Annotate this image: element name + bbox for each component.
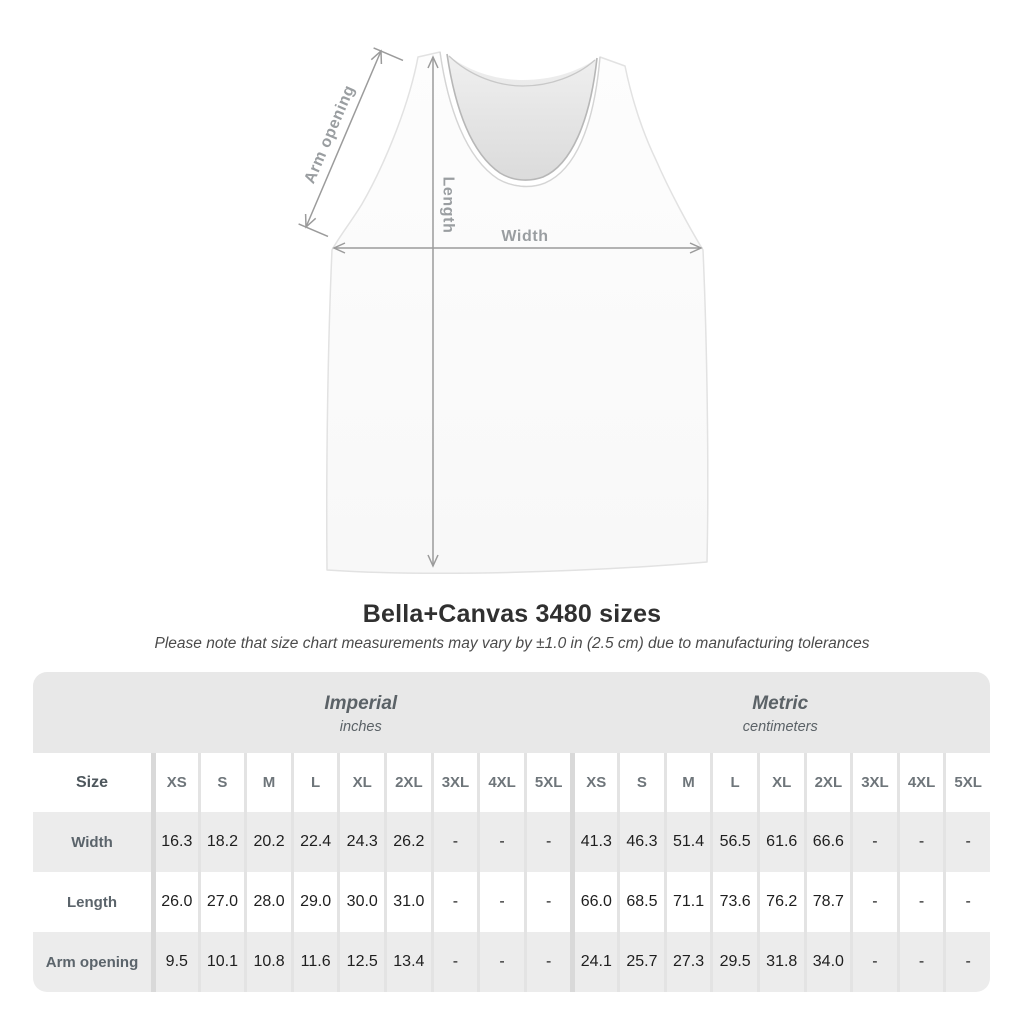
row-label-width	[33, 812, 151, 872]
arm-opening-label: Arm opening	[301, 82, 359, 187]
imperial-unit-label: inches	[339, 718, 382, 735]
length-metric-5xl-text: -	[965, 893, 971, 910]
size-header-row	[33, 753, 990, 812]
size-col-metric-s	[617, 753, 664, 812]
arm-opening-imperial-2xl	[384, 932, 431, 992]
size-col-imperial-xl	[337, 753, 384, 812]
size-col-metric-m	[664, 753, 711, 812]
width-imperial-m	[244, 812, 291, 872]
size-col-metric-s-text: S	[636, 774, 647, 791]
metric-label: Metric	[752, 692, 809, 714]
arm-opening-metric-2xl-text: 34.0	[812, 953, 844, 970]
length-metric-5xl	[943, 872, 990, 932]
arm-opening-metric-5xl	[943, 932, 990, 992]
length-metric-2xl	[804, 872, 851, 932]
length-imperial-s	[198, 872, 245, 932]
length-metric-xl-text: 76.2	[766, 893, 798, 910]
arm-opening-metric-m	[664, 932, 711, 992]
arm-opening-imperial-3xl-text: -	[452, 953, 459, 970]
width-imperial-3xl-text: -	[452, 833, 459, 850]
arm-opening-imperial-m-text: 10.8	[253, 953, 285, 970]
width-metric-m	[664, 812, 711, 872]
size-col-metric-xs	[570, 753, 617, 812]
width-imperial-2xl-text: 26.2	[393, 833, 425, 850]
metric-unit-label: centimeters	[742, 718, 818, 735]
length-imperial-2xl-text: 31.0	[393, 893, 425, 910]
length-imperial-s-text: 27.0	[206, 893, 238, 910]
band-spacer	[33, 672, 151, 753]
arm-opening-metric-2xl	[804, 932, 851, 992]
table-row-arm-opening	[33, 932, 990, 992]
size-col-imperial-m-text: M	[262, 774, 276, 791]
size-col-metric-4xl-text: 4XL	[907, 774, 936, 791]
size-col-metric-2xl-text: 2XL	[814, 774, 843, 791]
row-label-length-text: Length	[67, 893, 117, 911]
arm-opening-imperial-4xl	[477, 932, 524, 992]
width-metric-s	[617, 812, 664, 872]
length-metric-4xl-text: -	[918, 893, 925, 910]
length-imperial-m-text: 28.0	[253, 893, 285, 910]
size-col-imperial-l	[291, 753, 338, 812]
size-col-metric-4xl	[897, 753, 944, 812]
arm-opening-imperial-l	[291, 932, 338, 992]
size-col-imperial-s-text: S	[217, 774, 228, 791]
width-metric-l	[710, 812, 757, 872]
size-col-metric-3xl-text: 3XL	[861, 774, 889, 791]
arm-opening-imperial-2xl-text: 13.4	[393, 953, 425, 970]
arm-opening-imperial-5xl	[524, 932, 571, 992]
width-metric-2xl-text: 66.6	[812, 833, 844, 850]
size-col-metric-l	[710, 753, 757, 812]
size-column-header-text: Size	[75, 773, 108, 791]
length-imperial-3xl	[431, 872, 478, 932]
arm-opening-metric-m-text: 27.3	[672, 953, 705, 970]
size-col-metric-5xl	[943, 753, 990, 812]
arm-opening-metric-4xl	[897, 932, 944, 992]
arm-opening-metric-xs-text: 24.1	[580, 953, 612, 970]
length-imperial-l-text: 29.0	[300, 893, 332, 910]
length-metric-l	[710, 872, 757, 932]
arm-opening-imperial-l-text: 11.6	[300, 953, 331, 970]
row-label-length	[33, 872, 151, 932]
length-metric-s	[617, 872, 664, 932]
width-imperial-s	[198, 812, 245, 872]
arm-opening-imperial-xs-text: 9.5	[165, 953, 188, 970]
size-col-imperial-xs	[151, 753, 198, 812]
arm-opening-imperial-s-text: 10.1	[206, 953, 238, 970]
arm-opening-metric-s-text: 25.7	[626, 953, 658, 970]
length-imperial-5xl-text: -	[546, 893, 552, 910]
width-metric-s-text: 46.3	[626, 833, 658, 850]
size-col-imperial-l-text: L	[311, 774, 321, 791]
arm-opening-metric-xs	[570, 932, 617, 992]
size-col-imperial-2xl	[384, 753, 431, 812]
row-label-width-text: Width	[71, 833, 113, 851]
width-metric-xl-text: 61.6	[766, 833, 798, 850]
size-col-imperial-xs-text: XS	[166, 774, 187, 791]
size-col-imperial-2xl-text: 2XL	[395, 774, 423, 791]
size-col-imperial-5xl	[524, 753, 571, 812]
size-col-metric-l-text: L	[730, 774, 740, 791]
length-metric-xs-text: 66.0	[580, 893, 612, 910]
width-metric-4xl-text: -	[918, 833, 925, 850]
width-imperial-3xl	[431, 812, 478, 872]
size-col-metric-3xl	[850, 753, 897, 812]
width-metric-5xl-text: -	[965, 833, 971, 850]
arm-opening-imperial-xs	[151, 932, 198, 992]
arm-opening-imperial-5xl-text: -	[546, 953, 552, 970]
unit-header-band	[33, 672, 990, 753]
length-metric-m	[664, 872, 711, 932]
size-col-imperial-4xl	[477, 753, 524, 812]
arm-opening-metric-xl	[757, 932, 804, 992]
size-col-metric-xl	[757, 753, 804, 812]
length-metric-m-text: 71.1	[672, 893, 705, 910]
arm-opening-metric-l-text: 29.5	[719, 953, 751, 970]
width-imperial-4xl	[477, 812, 524, 872]
length-metric-3xl-text: -	[872, 893, 878, 910]
size-col-imperial-4xl-text: 4XL	[488, 774, 516, 791]
width-imperial-4xl-text: -	[499, 833, 505, 850]
length-label: Length	[439, 176, 457, 234]
width-imperial-5xl-text: -	[546, 833, 552, 850]
width-metric-3xl	[850, 812, 897, 872]
size-col-imperial-xl-text: XL	[352, 774, 372, 791]
width-imperial-2xl	[384, 812, 431, 872]
metric-header	[571, 672, 991, 753]
width-imperial-l-text: 22.4	[300, 833, 332, 850]
arm-opening-metric-l	[710, 932, 757, 992]
width-metric-xs	[570, 812, 617, 872]
size-chart-table	[33, 672, 990, 992]
width-imperial-l	[291, 812, 338, 872]
tolerance-note: Please note that size chart measurements may vary by ±1.0 in (2.5 cm) due to manufacturing tolerances	[154, 635, 870, 652]
length-imperial-xl-text: 30.0	[346, 893, 378, 910]
size-column-header	[33, 753, 151, 812]
length-imperial-xs	[151, 872, 198, 932]
width-metric-3xl-text: -	[872, 833, 878, 850]
length-metric-xl	[757, 872, 804, 932]
arm-opening-metric-3xl-text: -	[872, 953, 878, 970]
width-imperial-xl-text: 24.3	[346, 833, 378, 850]
width-metric-xl	[757, 812, 804, 872]
size-col-metric-2xl	[804, 753, 851, 812]
width-metric-4xl	[897, 812, 944, 872]
length-metric-s-text: 68.5	[626, 893, 658, 910]
size-col-metric-m-text: M	[682, 774, 695, 791]
length-metric-l-text: 73.6	[719, 893, 751, 910]
arm-opening-metric-4xl-text: -	[918, 953, 925, 970]
size-col-metric-xs-text: XS	[586, 774, 607, 791]
length-imperial-3xl-text: -	[452, 893, 459, 910]
width-imperial-xl	[337, 812, 384, 872]
arm-opening-imperial-xl-text: 12.5	[346, 953, 378, 970]
length-metric-3xl	[850, 872, 897, 932]
size-col-imperial-5xl-text: 5XL	[534, 774, 563, 791]
length-imperial-xs-text: 26.0	[161, 893, 193, 910]
length-imperial-l	[291, 872, 338, 932]
arm-opening-imperial-xl	[337, 932, 384, 992]
length-imperial-4xl-text: -	[499, 893, 505, 910]
imperial-label: Imperial	[324, 692, 398, 714]
arm-opening-tick-bottom	[299, 224, 328, 237]
table-row-length	[33, 872, 990, 932]
length-metric-4xl	[897, 872, 944, 932]
row-label-arm-opening-text: Arm opening	[45, 953, 139, 971]
arm-opening-imperial-3xl	[431, 932, 478, 992]
width-imperial-m-text: 20.2	[253, 833, 285, 850]
size-col-metric-5xl-text: 5XL	[954, 774, 982, 791]
size-col-imperial-3xl-text: 3XL	[441, 774, 470, 791]
width-metric-xs-text: 41.3	[580, 833, 612, 850]
size-col-metric-xl-text: XL	[772, 774, 792, 791]
length-imperial-5xl	[524, 872, 571, 932]
arm-opening-imperial-4xl-text: -	[499, 953, 505, 970]
size-col-imperial-m	[244, 753, 291, 812]
length-metric-2xl-text: 78.7	[812, 893, 844, 910]
width-imperial-s-text: 18.2	[206, 833, 238, 850]
width-imperial-xs	[151, 812, 198, 872]
arm-opening-metric-5xl-text: -	[965, 953, 971, 970]
width-imperial-xs-text: 16.3	[161, 833, 193, 850]
width-metric-5xl	[943, 812, 990, 872]
imperial-header	[151, 672, 571, 753]
table-row-width	[33, 812, 990, 872]
arm-opening-metric-xl-text: 31.8	[766, 953, 798, 970]
size-col-imperial-3xl	[431, 753, 478, 812]
size-col-imperial-s	[198, 753, 245, 812]
width-metric-l-text: 56.5	[719, 833, 751, 850]
row-label-arm-opening	[33, 932, 151, 992]
length-imperial-4xl	[477, 872, 524, 932]
arm-opening-metric-3xl	[850, 932, 897, 992]
arm-opening-metric-s	[617, 932, 664, 992]
width-metric-2xl	[804, 812, 851, 872]
width-label: Width	[501, 228, 549, 245]
length-metric-xs	[570, 872, 617, 932]
width-imperial-5xl	[524, 812, 571, 872]
length-imperial-xl	[337, 872, 384, 932]
length-imperial-2xl	[384, 872, 431, 932]
length-imperial-m	[244, 872, 291, 932]
width-metric-m-text: 51.4	[672, 833, 705, 850]
page-title: Bella+Canvas 3480 sizes	[362, 600, 662, 628]
arm-opening-imperial-m	[244, 932, 291, 992]
arm-opening-imperial-s	[198, 932, 245, 992]
table-rows	[33, 753, 990, 992]
